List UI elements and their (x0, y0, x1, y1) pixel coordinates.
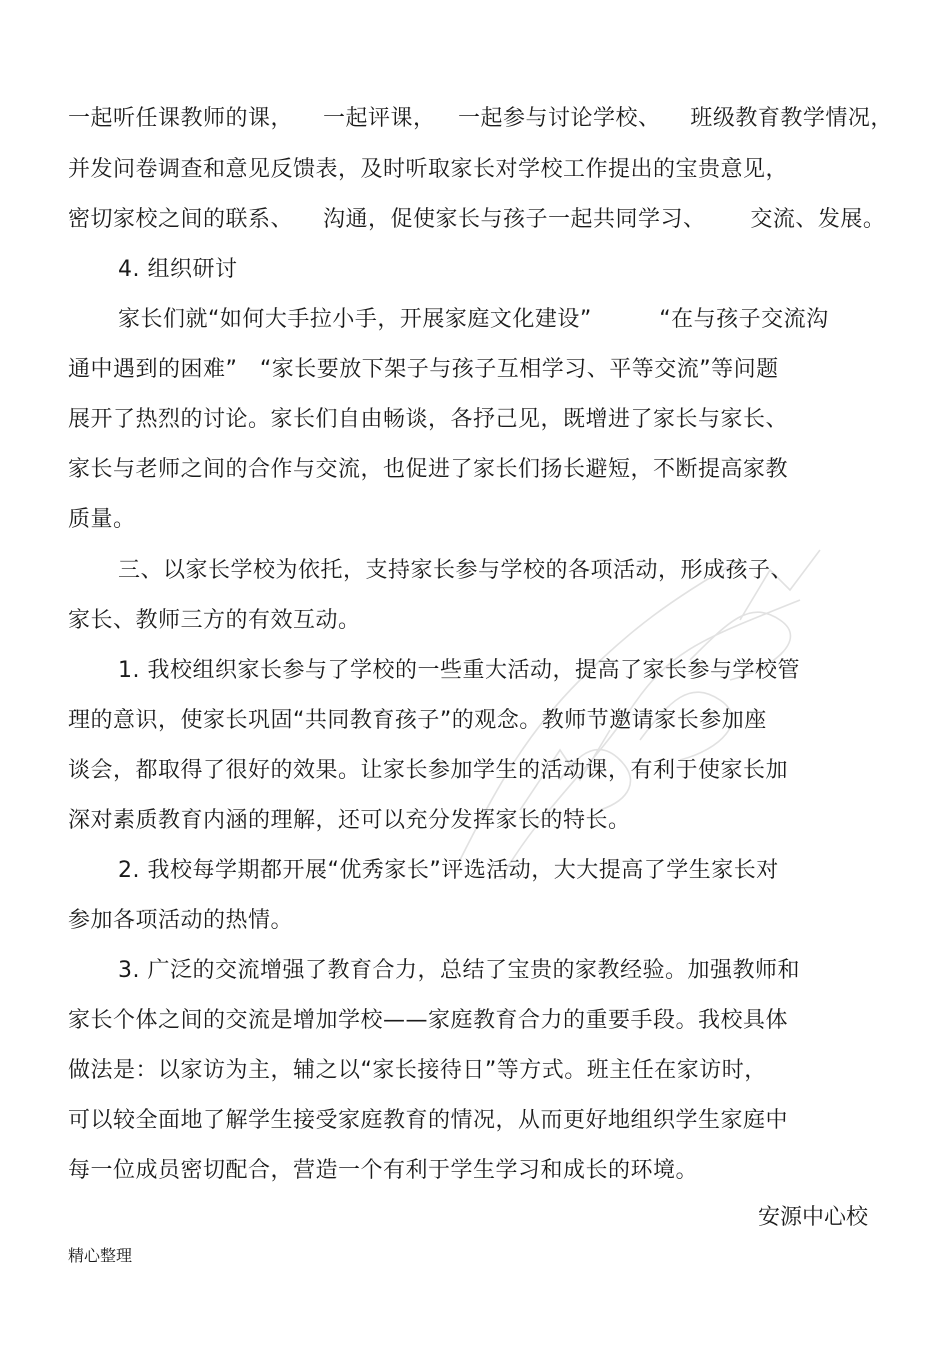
footer-note: 精心整理 (68, 1246, 133, 1265)
text-line: 理的意识，使家长巩固“共同教育孩子”的观念。教师节邀请家长参加座 (68, 708, 767, 733)
text-line: 一起听任课教师的课， 一起评课， 一起参与讨论学校、 班级教育教学情况， (68, 106, 893, 131)
text-line: 3. 广泛的交流增强了教育合力，总结了宝贵的家教经验。加强教师和 (118, 958, 800, 983)
text-line: 深对素质教育内涵的理解，还可以充分发挥家长的特长。 (68, 808, 631, 833)
section-heading: 三、以家长学校为依托，支持家长参与学校的各项活动，形成孩子、 (118, 558, 794, 583)
text-line: 家长个体之间的交流是增加学校——家庭教育合力的重要手段。我校具体 (68, 1008, 789, 1033)
signature: 安源中心校 (758, 1205, 869, 1230)
text-line: 可以较全面地了解学生接受家庭教育的情况，从而更好地组织学生家庭中 (68, 1108, 789, 1133)
text-line: 2. 我校每学期都开展“优秀家长”评选活动，大大提高了学生家长对 (118, 858, 779, 883)
text-line: 密切家校之间的联系、 沟通，促使家长与孩子一起共同学习、 交流、发展。 (68, 207, 886, 232)
text-line: 展开了热烈的讨论。家长们自由畅谈，各抒己见，既增进了家长与家长、 (68, 407, 789, 432)
text-line: 家长与老师之间的合作与交流，也促进了家长们扬长避短，不断提高家教 (68, 457, 789, 482)
text-line: 1. 我校组织家长参与了学校的一些重大活动，提高了家长参与学校管 (118, 658, 800, 683)
text-line: 参加各项活动的热情。 (68, 908, 294, 933)
text-line: 并发问卷调查和意见反馈表，及时听取家长对学校工作提出的宝贵意见， (68, 157, 789, 182)
text-line: 家长、教师三方的有效互动。 (68, 608, 361, 633)
text-line: 通中遇到的困难” “家长要放下架子与孩子互相学习、平等交流”等问题 (68, 357, 779, 382)
text-line: 家长们就“如何大手拉小手，开展家庭文化建设” “在与孩子交流沟 (118, 307, 829, 332)
text-line: 谈会，都取得了很好的效果。让家长参加学生的活动课，有利于使家长加 (68, 758, 789, 783)
text-line: 每一位成员密切配合，营造一个有利于学生学习和成长的环境。 (68, 1158, 699, 1183)
handwritten-watermark (440, 480, 860, 900)
text-line: 做法是：以家访为主，辅之以“家长接待日”等方式。班主任在家访时， (68, 1058, 767, 1083)
text-line: 质量。 (68, 507, 136, 532)
section-heading: 4. 组织研讨 (118, 257, 238, 282)
